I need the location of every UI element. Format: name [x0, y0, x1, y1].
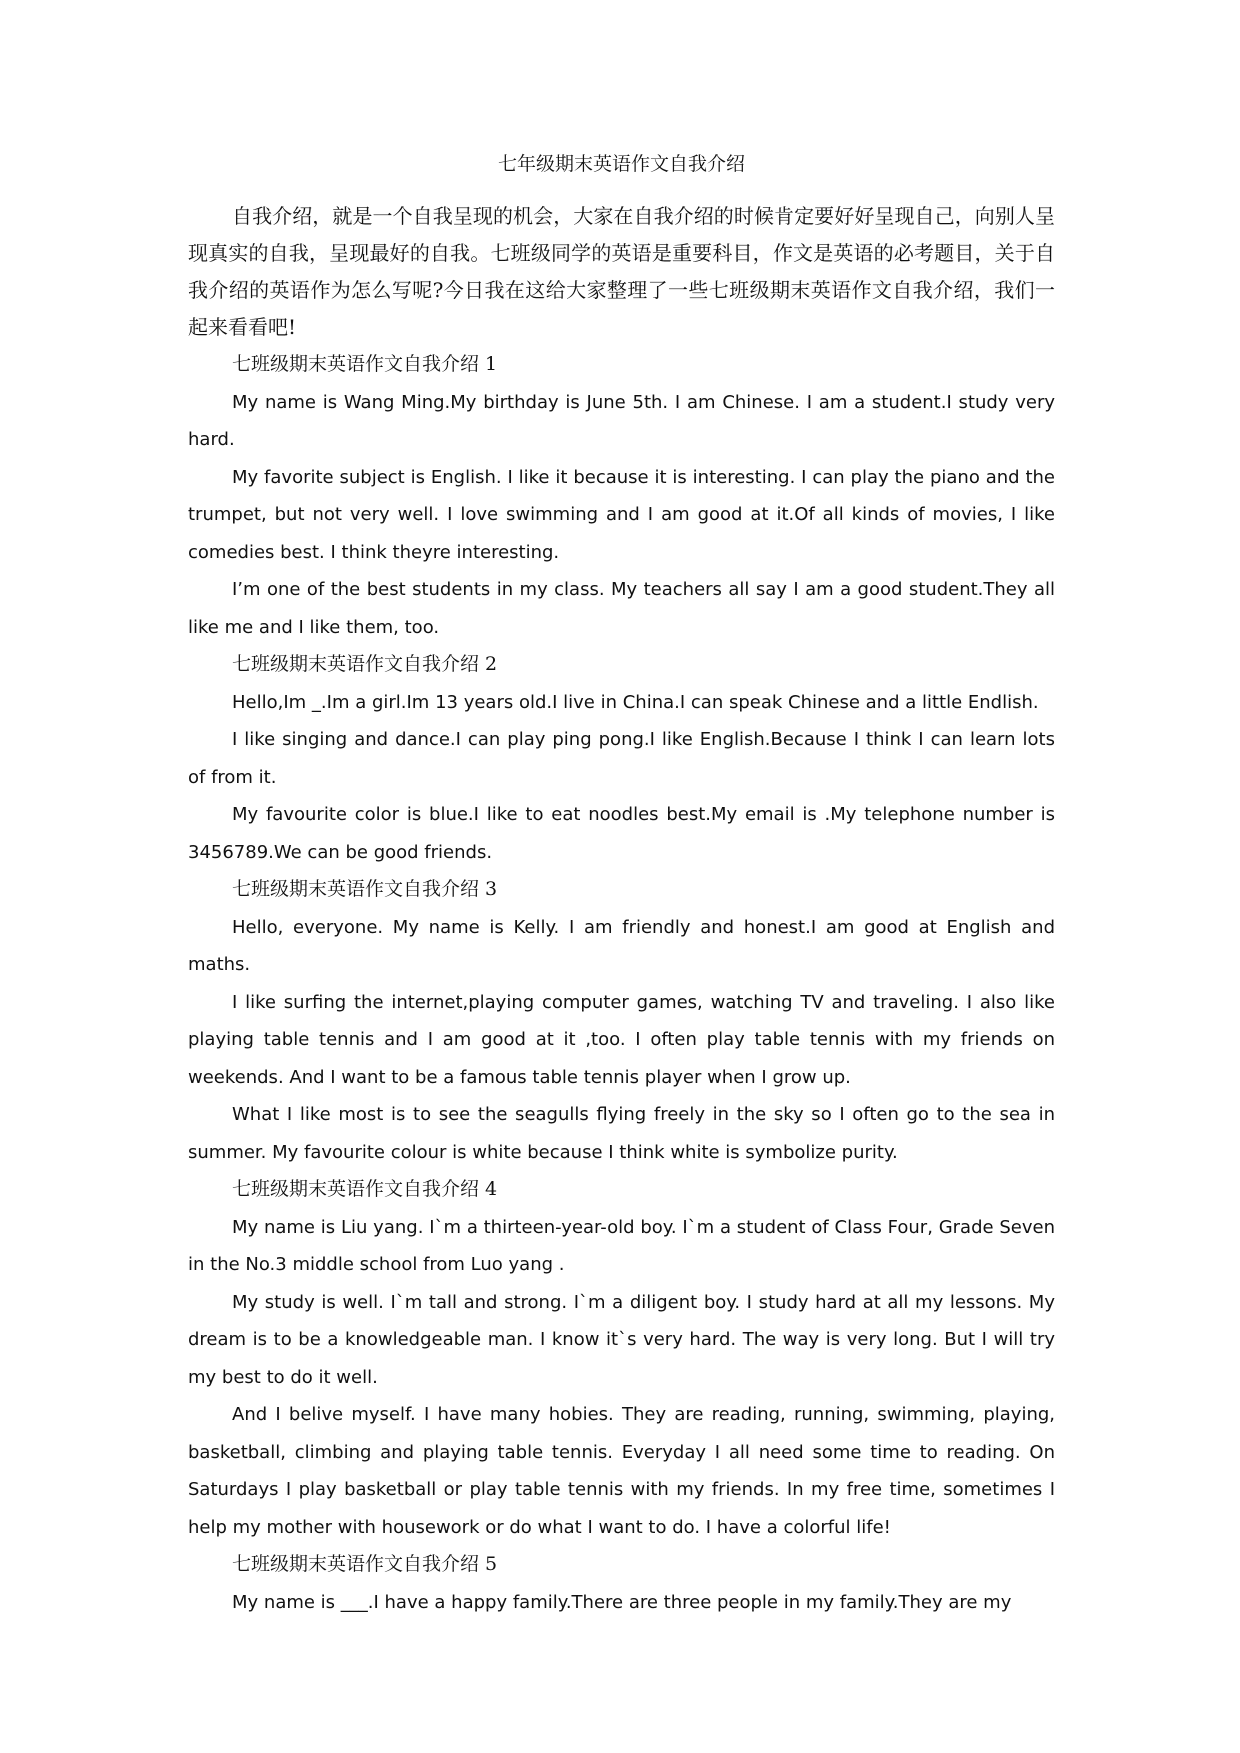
body-paragraph: My name is ___.I have a happy family.There are three people in my family.They are my: [232, 1591, 1012, 1613]
document-title: 七年级期末英语作文自我介绍: [497, 153, 745, 175]
body-paragraph: My favorite subject is English. I like it because it is interesting. I can play the piano and the trumpet, but not very well. I love swimming and I am good at it.Of all kinds of movies, I like comedies best. I think theyre interesting.: [188, 466, 1055, 563]
body-paragraph: I like surfing the internet,playing computer games, watching TV and traveling. I also like playing table tennis and I am good at it ,too. I often play table tennis with my friends on weekends. And I want to be a famous table tennis player when I grow up.: [188, 991, 1055, 1088]
section-heading: 七班级期末英语作文自我介绍 4: [232, 1178, 498, 1200]
body-paragraph: What I like most is to see the seagulls flying freely in the sky so I often go to the sea in summer. My favourite colour is white because I think white is symbolize purity.: [188, 1104, 1055, 1163]
body-paragraph: And I belive myself. I have many hobies. They are reading, running, swimming, playing, basketball, climbing and playing table tennis. Everyday I all need some time to reading. On Saturdays I play basketball or play table tennis with my friends. In my free time, sometimes I help my mother with housework or do what I want to do. I have a colorful life!: [188, 1404, 1055, 1538]
essay-section-1: [188, 346, 1055, 646]
essay-section-5: [188, 1546, 1055, 1621]
essay-section-3: [188, 871, 1055, 1171]
body-paragraph: My name is Wang Ming.My birthday is June 5th. I am Chinese. I am a student.I study very hard.: [188, 391, 1055, 450]
section-heading: 七班级期末英语作文自我介绍 3: [232, 878, 498, 900]
body-paragraph: Hello,Im _.Im a girl.Im 13 years old.I live in China.I can speak Chinese and a little Endlish.: [232, 691, 1039, 713]
body-paragraph: I’m one of the best students in my class. My teachers all say I am a good student.They all like me and I like them, too.: [188, 579, 1055, 638]
section-heading: 七班级期末英语作文自我介绍 2: [232, 653, 498, 675]
body-paragraph: My favourite color is blue.I like to eat noodles best.My email is .My telephone number is 3456789.We can be good friends.: [188, 804, 1055, 863]
essay-section-2: [188, 646, 1055, 871]
intro-paragraph: 自我介绍，就是一个自我呈现的机会，大家在自我介绍的时候肯定要好好呈现自己，向别人呈现真实的自我，呈现最好的自我。七班级同学的英语是重要科目，作文是英语的必考题目，关于自我介绍的英语作为怎么写呢?今日我在这给大家整理了一些七班级期末英语作文自我介绍，我们一起来看看吧!: [188, 204, 1055, 339]
body-paragraph: My study is well. I`m tall and strong. I`m a diligent boy. I study hard at all my lessons. My dream is to be a knowledgeable man. I know it`s very hard. The way is very long. But I will try my best to do it well.: [188, 1291, 1055, 1388]
section-heading: 七班级期末英语作文自我介绍 1: [232, 353, 498, 375]
body-paragraph: I like singing and dance.I can play ping pong.I like English.Because I think I can learn lots of from it.: [188, 729, 1055, 788]
document-body: [188, 150, 1055, 1621]
body-paragraph: My name is Liu yang. I`m a thirteen-year-old boy. I`m a student of Class Four, Grade Seven in the No.3 middle school from Luo yang .: [188, 1216, 1055, 1275]
essay-section-4: [188, 1171, 1055, 1546]
body-paragraph: Hello, everyone. My name is Kelly. I am friendly and honest.I am good at English and maths.: [188, 916, 1055, 975]
section-heading: 七班级期末英语作文自我介绍 5: [232, 1553, 498, 1575]
